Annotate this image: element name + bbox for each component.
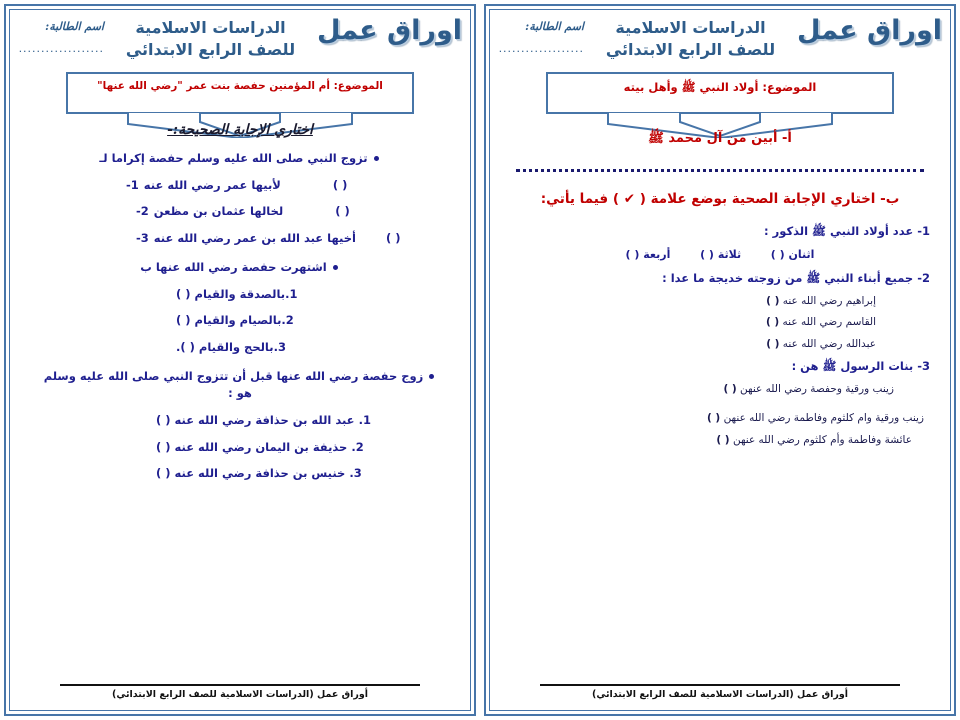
option-checkbox[interactable]: ( ) bbox=[176, 287, 191, 302]
option-row[interactable] bbox=[26, 288, 454, 301]
option-number: 1- bbox=[126, 178, 139, 193]
option-row[interactable] bbox=[26, 414, 454, 427]
topic-box bbox=[66, 72, 414, 114]
option-number: 2- bbox=[136, 204, 149, 219]
student-name-dotted-line[interactable]: ................... bbox=[498, 42, 584, 55]
subject-line-1: الدراسات الاسلامية bbox=[135, 18, 286, 37]
answer-row[interactable] bbox=[506, 383, 934, 396]
option-checkbox[interactable]: ( ) bbox=[700, 247, 714, 261]
option-label: اثنان bbox=[788, 247, 815, 261]
option-row[interactable] bbox=[26, 441, 454, 454]
answer-row[interactable] bbox=[506, 412, 934, 425]
option-row-inline[interactable] bbox=[506, 248, 934, 261]
option-text-with-checkbox[interactable] bbox=[176, 314, 294, 327]
option-checkbox[interactable]: ( ) bbox=[625, 247, 640, 261]
answer-dotted-line[interactable] bbox=[516, 169, 924, 172]
option-text-with-checkbox[interactable] bbox=[156, 441, 364, 454]
subject-heading bbox=[104, 14, 317, 60]
page-left-header bbox=[10, 10, 470, 72]
option-text: أخيها عبد الله بن عمر رضي الله عنه bbox=[153, 230, 356, 245]
worksheet-wordart-title: اوراق عمل bbox=[796, 15, 942, 46]
option-row[interactable] bbox=[26, 179, 454, 192]
bullet-dot-icon bbox=[429, 374, 434, 379]
answer-text: زينب ورقية وام كلثوم وفاطمة رضي الله عنهن bbox=[723, 411, 924, 424]
option-row[interactable] bbox=[26, 232, 454, 245]
option-text: لخالها عثمان بن مظعن bbox=[153, 204, 284, 219]
option-checkbox[interactable]: ( ) bbox=[335, 204, 350, 219]
answer-checkbox[interactable]: ( ) bbox=[723, 383, 737, 396]
question-prompt-3: 3- بنات الرسول ﷺ هن : bbox=[791, 359, 930, 374]
answer-checkbox[interactable]: ( ) bbox=[706, 411, 721, 424]
page-left-inner-border bbox=[9, 9, 471, 711]
topic-text: الموضوع: أولاد النبي ﷺ وأهل بيته bbox=[623, 80, 817, 94]
page-right-content bbox=[490, 118, 950, 446]
option-number: 2. bbox=[281, 313, 294, 328]
question-prompt-2-text: اشتهرت حفصة رضي الله عنها ب bbox=[140, 259, 327, 274]
answer-checkbox[interactable]: ( ) bbox=[766, 294, 780, 307]
option-text: عبد الله بن حذافة رضي الله عنه bbox=[174, 413, 355, 428]
question-prompt-1-text: تزوج النبي صلى الله عليه وسلم حفصة إكراما لـ bbox=[99, 151, 368, 165]
student-name-label: اسم الطالبة: bbox=[525, 20, 584, 33]
answer-checkbox[interactable]: ( ) bbox=[716, 433, 730, 446]
option-number: 1. bbox=[285, 287, 298, 302]
answer-row[interactable] bbox=[506, 316, 934, 329]
option-number: 3. bbox=[349, 465, 362, 480]
topic-box bbox=[546, 72, 894, 114]
option-row[interactable] bbox=[26, 341, 454, 354]
instruction-choose-correct: اختاري الإجابة الصحيحة:- bbox=[167, 122, 313, 138]
topic-text: الموضوع: أم المؤمنين حفصة بنت عمر "رضي الله عنها" bbox=[97, 80, 383, 92]
answer-checkbox[interactable]: ( ) bbox=[766, 337, 780, 350]
bullet-dot-icon bbox=[374, 156, 379, 161]
question-prompt-1 bbox=[26, 150, 454, 167]
answer-text: إبراهيم رضي الله عنه bbox=[782, 294, 876, 307]
option-text-with-checkbox[interactable] bbox=[156, 467, 362, 480]
worksheet-wordart-title: اوراق عمل bbox=[316, 15, 462, 46]
option-number: 3- bbox=[136, 230, 149, 245]
option-checkbox[interactable]: ( ) bbox=[386, 230, 401, 245]
question-prompt-3 bbox=[26, 368, 454, 403]
answer-text: عبدالله رضي الله عنه bbox=[782, 337, 876, 350]
question-prompt-1: 1- عدد أولاد النبي ﷺ الذكور : bbox=[764, 223, 930, 238]
option-row[interactable] bbox=[26, 205, 454, 218]
option-text-with-checkbox[interactable] bbox=[176, 288, 297, 301]
option-checkbox[interactable]: ( ) bbox=[156, 413, 171, 428]
page-right-header bbox=[490, 10, 950, 72]
answer-row[interactable] bbox=[506, 434, 934, 447]
question-prompt-2: 2- جميع أبناء النبي ﷺ من زوجته خديجة ما عدا : bbox=[662, 270, 930, 285]
option-label: ثلاثة bbox=[717, 247, 742, 261]
option-checkbox[interactable]: ( ) bbox=[156, 465, 171, 480]
option-row[interactable] bbox=[26, 467, 454, 480]
section-b-heading: ب- اختاري الإجابة الصحية بوضع علامة ( ✔ ) فيما يأتي: bbox=[540, 191, 900, 207]
footer-divider bbox=[540, 684, 900, 686]
bullet-dot-icon bbox=[333, 265, 338, 270]
footer-text: أوراق عمل (الدراسات الاسلامية للصف الرابع الابتدائي) bbox=[111, 689, 368, 700]
subject-line-2: للصف الرابع الابتدائي bbox=[125, 39, 296, 59]
option-text: بالصيام والقيام bbox=[194, 313, 282, 328]
answer-text: عائشة وفاطمة وأم كلثوم رضي الله عنهن bbox=[732, 433, 912, 446]
option-text: بالصدقة والقيام bbox=[194, 287, 286, 302]
option-text: لأبيها عمر رضي الله عنه bbox=[143, 178, 281, 193]
option-checkbox[interactable]: ( ) bbox=[770, 247, 785, 261]
option-number: 2. bbox=[351, 439, 364, 454]
question-prompt-3-text: زوج حفصة رضي الله عنها قبل أن تتزوج النبي صلى الله عليه وسلم هو : bbox=[43, 368, 424, 401]
subject-line-2: للصف الرابع الابتدائي bbox=[605, 39, 776, 59]
option-text: خنيس بن حذافة رضي الله عنه bbox=[174, 465, 346, 480]
student-name-label: اسم الطالبة: bbox=[45, 20, 104, 33]
option-checkbox[interactable]: ( ) bbox=[332, 178, 348, 193]
page-left-footer bbox=[10, 684, 470, 700]
option-checkbox[interactable]: ( ) bbox=[156, 439, 171, 454]
option-checkbox[interactable]: ( ). bbox=[176, 339, 195, 354]
option-text: بالحج والقيام bbox=[198, 339, 274, 354]
topic-box-wrap bbox=[546, 72, 894, 118]
option-checkbox[interactable]: ( ) bbox=[176, 313, 191, 328]
option-label: أربعة bbox=[643, 247, 671, 261]
page-right bbox=[480, 0, 960, 720]
student-name-dotted-line[interactable]: ................... bbox=[18, 42, 104, 55]
answer-text: القاسم رضي الله عنه bbox=[782, 316, 876, 329]
answer-row[interactable] bbox=[506, 338, 934, 351]
section-a-heading: أ- أبين من آل محمد ﷺ bbox=[648, 131, 792, 146]
page-right-footer bbox=[490, 684, 950, 700]
answer-row[interactable] bbox=[506, 295, 934, 308]
topic-box-wrap bbox=[66, 72, 414, 118]
subject-line-1: الدراسات الاسلامية bbox=[615, 18, 766, 37]
subject-heading bbox=[584, 14, 797, 60]
option-number: 1. bbox=[358, 413, 371, 428]
answer-checkbox[interactable]: ( ) bbox=[765, 316, 780, 329]
footer-text: أوراق عمل (الدراسات الاسلامية للصف الرابع الابتدائي) bbox=[591, 689, 848, 700]
option-text-with-checkbox[interactable] bbox=[176, 341, 286, 354]
option-text-with-checkbox[interactable] bbox=[156, 414, 371, 427]
page-left-outer-border bbox=[4, 4, 476, 716]
option-row[interactable] bbox=[26, 314, 454, 327]
page-right-outer-border bbox=[484, 4, 956, 716]
footer-divider bbox=[60, 684, 420, 686]
page-right-inner-border bbox=[489, 9, 951, 711]
question-prompt-2 bbox=[26, 259, 454, 276]
page-left-content bbox=[10, 118, 470, 480]
student-name-field[interactable] bbox=[16, 14, 104, 55]
option-number: 3. bbox=[273, 339, 286, 354]
option-text: حذيفة بن اليمان رضي الله عنه bbox=[174, 439, 348, 454]
student-name-field[interactable] bbox=[496, 14, 584, 55]
answer-text: زينب ورقية وحفصة رضي الله عنهن bbox=[740, 383, 894, 396]
